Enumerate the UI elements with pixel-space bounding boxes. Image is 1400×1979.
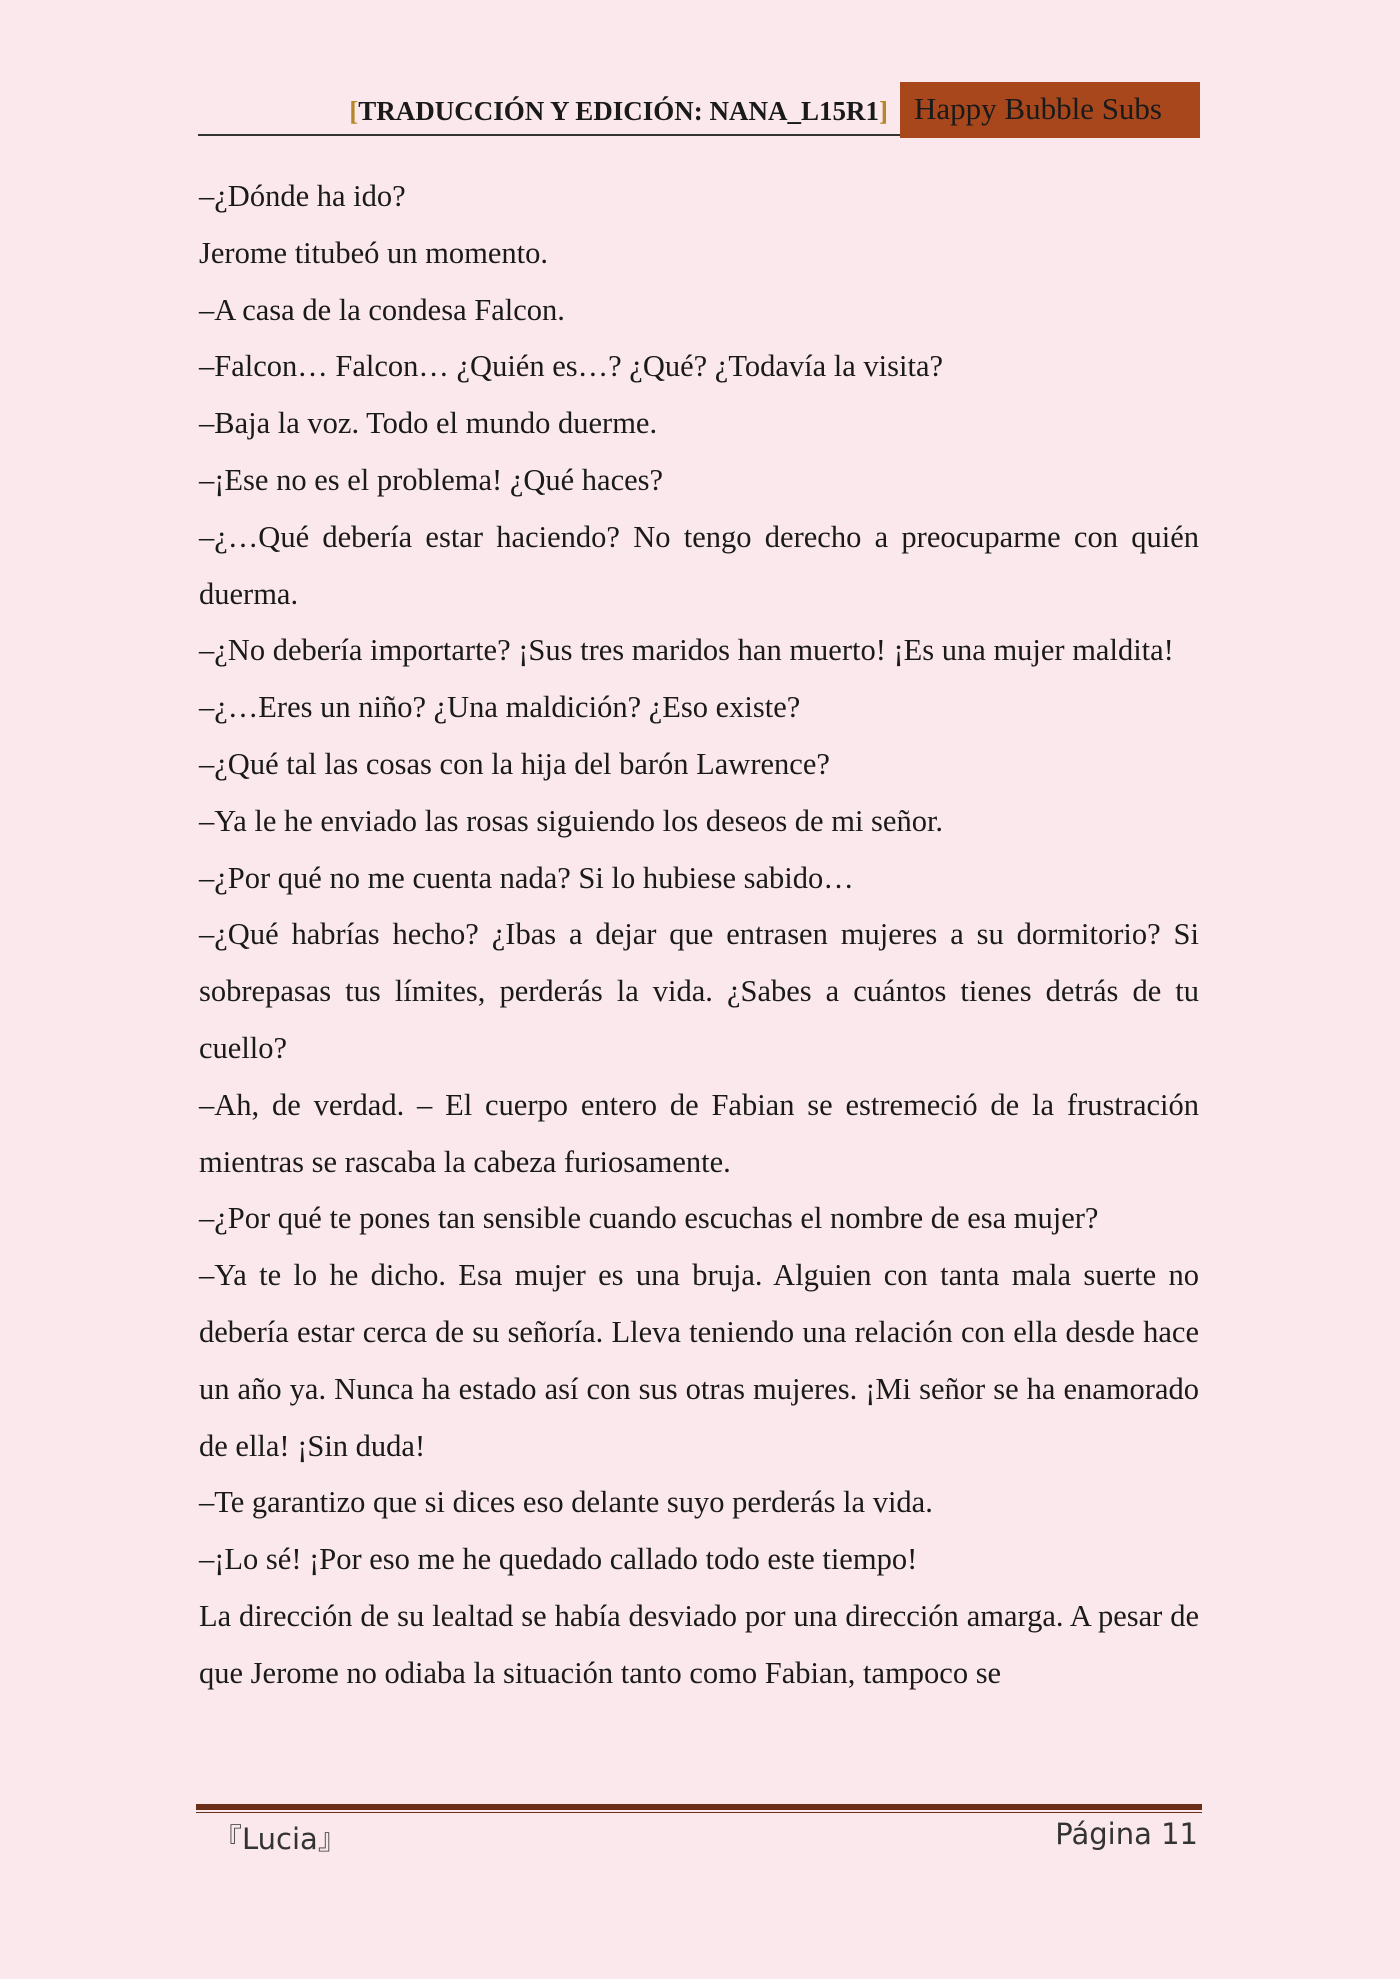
paragraph: –¿Por qué te pones tan sensible cuando escuchas el nombre de esa mujer? [199, 1201, 1099, 1236]
footer-rule-thick [196, 1804, 1202, 1810]
paragraph: Jerome titubeó un momento. [199, 235, 548, 270]
header-bracket-open: [ [349, 96, 359, 126]
paragraph: –¿Por qué no me cuenta nada? Si lo hubiese sabido… [199, 860, 854, 895]
paragraph: –Ya te lo he dicho. Esa mujer es una bruja. Alguien con tanta mala suerte no debería estar cerca de su señoría. Lleva teniendo una relación con ella desde hace un año ya. Nunca ha estado así con sus otras mujeres. ¡Mi señor se ha enamorado de ella! ¡Sin duda! [199, 1258, 1199, 1463]
paragraph: –¿…Qué debería estar haciendo? No tengo derecho a preocuparme con quién duerma. [199, 519, 1199, 611]
paragraph: –¡Lo sé! ¡Por eso me he quedado callado todo este tiempo! [199, 1542, 918, 1577]
paragraph: –¿Qué tal las cosas con la hija del barón Lawrence? [199, 746, 830, 781]
footer-book-title: 『Lucia』 [213, 1822, 347, 1856]
paragraph: –¿Qué habrías hecho? ¿Ibas a dejar que entrasen mujeres a su dormitorio? Si sobrepasas tus límites, perderás la vida. ¿Sabes a cuántos tienes detrás de tu cuello? [199, 917, 1199, 1065]
header-title-block [198, 82, 900, 136]
paragraph: –Ah, de verdad. – El cuerpo entero de Fabian se estremeció de la frustración mientras se rascaba la cabeza furiosamente. [199, 1087, 1199, 1179]
paragraph: –Baja la voz. Todo el mundo duerme. [199, 406, 658, 441]
paragraph: –Te garantizo que si dices eso delante suyo perderás la vida. [199, 1485, 933, 1520]
header-bracket-close: ] [879, 96, 888, 126]
paragraph: –A casa de la condesa Falcon. [199, 292, 565, 327]
paragraph: –Ya le he enviado las rosas siguiendo los deseos de mi señor. [199, 803, 944, 838]
paragraph: La dirección de su lealtad se había desviado por una dirección amarga. A pesar de que Jerome no odiaba la situación tanto como Fabian, tampoco se [199, 1598, 1199, 1690]
paragraph: –¿…Eres un niño? ¿Una maldición? ¿Eso existe? [199, 690, 801, 725]
paragraph: –Falcon… Falcon… ¿Quién es…? ¿Qué? ¿Todavía la visita? [199, 349, 944, 384]
paragraph: –¿Dónde ha ido? [199, 179, 406, 213]
paragraph: –¡Ese no es el problema! ¿Qué haces? [199, 462, 664, 497]
paragraph: –¿No debería importarte? ¡Sus tres maridos han muerto! ¡Es una mujer maldita! [199, 633, 1174, 668]
document-body [199, 168, 1199, 1702]
header-title: TRADUCCIÓN Y EDICIÓN: NANA_L15R1 [358, 96, 879, 126]
footer-page-number: Página 11 [1055, 1817, 1198, 1851]
header-group-badge: Happy Bubble Subs [900, 82, 1200, 138]
page-header [198, 82, 1200, 138]
footer-rule-thin [196, 1812, 1202, 1813]
